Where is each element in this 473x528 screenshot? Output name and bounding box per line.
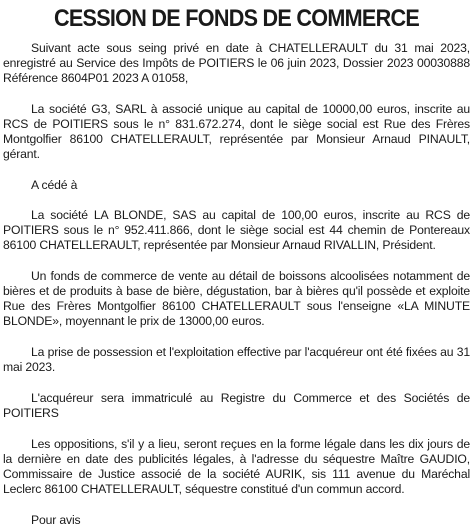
paragraph-seller: La société G3, SARL à associé unique au capital de 10000,00 euros, inscrite au RCS de POITIERS sous le n° 831.672.274, dont le siège social est Rue des Frères Montgolfier 86100 CHATELLERAULT, représentée par Monsieur Arnaud PINAULT, gérant. <box>3 102 470 161</box>
paragraph-ceded-to: A cédé à <box>31 178 78 192</box>
paragraph-oppositions: Les oppositions, s'il y a lieu, seront reçues en la forme légale dans les dix jours de la dernière en date des publicités légales, à l'adresse du séquestre Maître GAUDIO, Commissaire de Justice associé de la société AURIK, sis 111 avenue du Maréchal Leclerc 86100 CHATELLERAULT, séquestre constitué d'un commun accord. <box>3 437 470 496</box>
paragraph-deed: Suivant acte sous seing privé en date à CHATELLERAULT du 31 mai 2023, enregistré au Service des Impôts de POITIERS le 06 juin 2023, Dossier 2023 00030888 Référence 8604P01 2023 A 01058, <box>3 41 470 85</box>
paragraph-buyer: La société LA BLONDE, SAS au capital de 100,00 euros, inscrite au RCS de POITIERS sous le n° 952.411.866, dont le siège social est 44 chemin de Pontereaux 86100 CHATELLERAULT, représentée par Monsieur Arnaud RIVALLIN, Président. <box>3 208 470 252</box>
paragraph-registration: L'acquéreur sera immatriculé au Registre du Commerce et des Sociétés de POITIERS <box>3 391 470 420</box>
paragraph-closing: Pour avis <box>31 513 81 527</box>
paragraph-business: Un fonds de commerce de vente au détail de boissons alcoolisées notamment de bières et de produits à base de bière, dégustation, bar à bières qu'il possède et exploite Rue des Frères Montgolfier 86100 CHATELLERAULT sous l'enseigne «LA MINUTE BLONDE», moyennant le prix de 13000,00 euros. <box>3 269 470 328</box>
notice-title: CESSION DE FONDS DE COMMERCE <box>53 5 420 32</box>
paragraph-possession: La prise de possession et l'exploitation effective par l'acquéreur ont été fixées au 31 mai 2023. <box>3 345 470 374</box>
